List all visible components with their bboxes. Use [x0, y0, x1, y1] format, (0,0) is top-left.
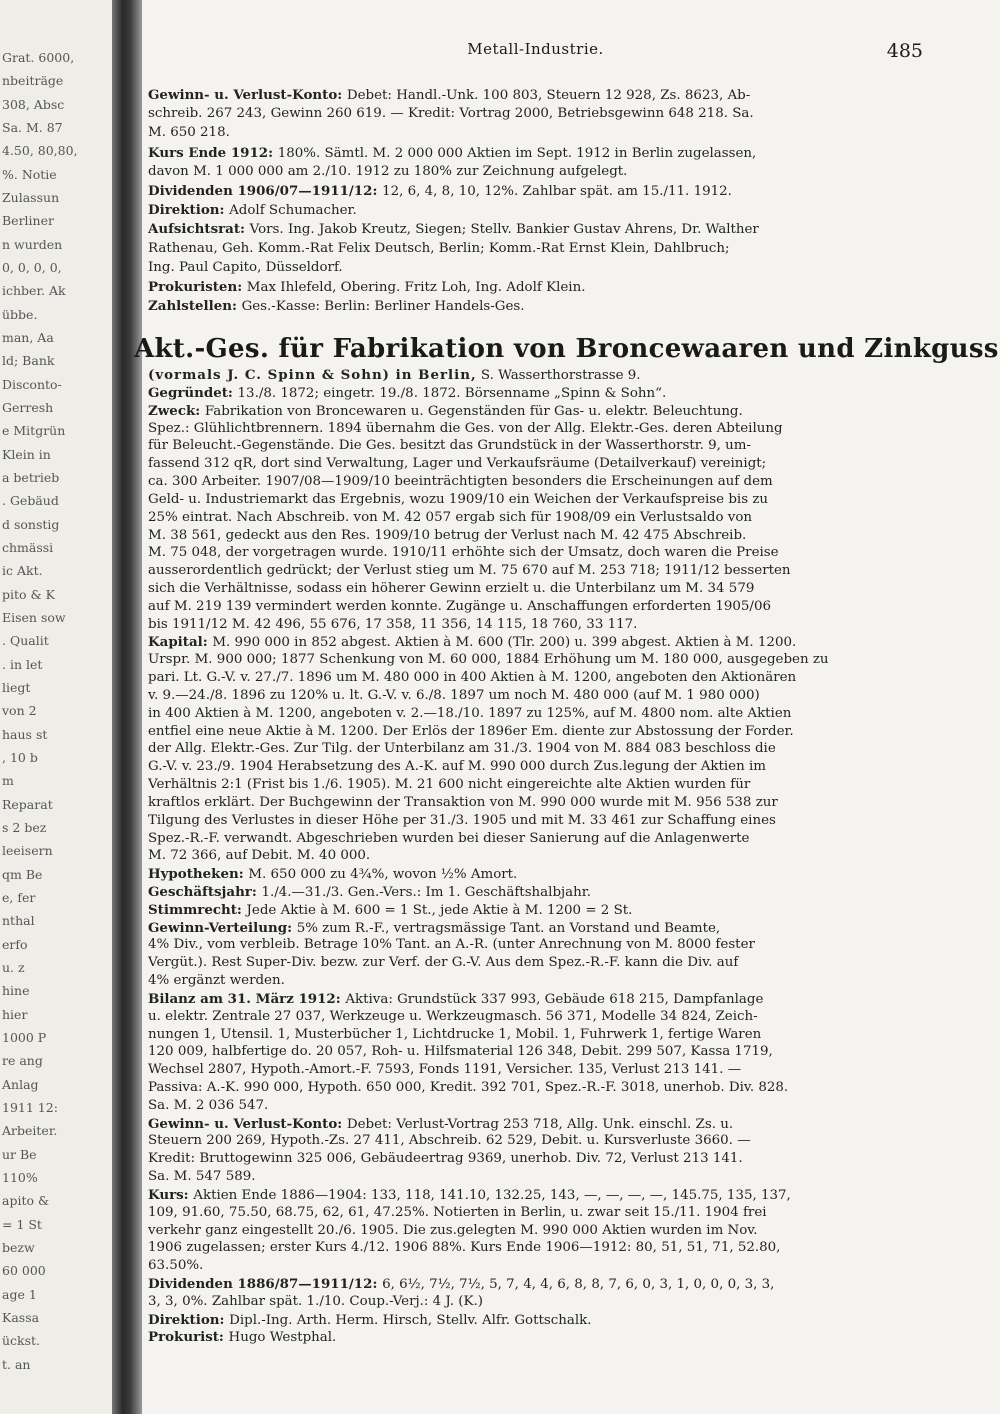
- section-label: Direktion:: [148, 1311, 230, 1328]
- text-line: [148, 1328, 923, 1346]
- section-label: Stimmrecht:: [148, 901, 247, 918]
- section-label: Gewinn- u. Verlust-Konto:: [148, 87, 347, 103]
- line-text: 1./4.—31./3. Gen.-Vers.: Im 1. Geschäftshalbjahr.: [261, 884, 591, 900]
- book-gutter: [112, 0, 142, 1414]
- text-line: [148, 562, 923, 580]
- facing-page-text: t. an: [2, 1356, 31, 1372]
- line-text: Geld- u. Industriemarkt das Ergebnis, wozu 1909/10 ein Weichen der Verkaufspreise bis zu: [148, 491, 769, 507]
- line-text: Max Ihlefeld, Obering. Fritz Loh, Ing. Adolf Klein.: [246, 280, 586, 295]
- facing-page-text: 1000 P: [2, 1030, 47, 1045]
- text-line: [148, 758, 923, 776]
- line-text: Sa. M. 547 589.: [148, 1169, 256, 1185]
- text-line: [148, 1061, 923, 1079]
- line-text: kraftlos erklärt. Der Buchgewinn der Transaktion von M. 990 000 wurde mit M. 956 538 zur: [148, 794, 778, 810]
- line-text: Jede Aktie à M. 600 = 1 St., jede Aktie à M. 1200 = 2 St.: [246, 902, 633, 918]
- facing-page-text: ichber. Ak: [2, 283, 66, 299]
- line-text: davon M. 1 000 000 am 2./10. 1912 zu 180% zur Zeichnung aufgelegt.: [148, 163, 628, 179]
- text-line: [148, 86, 923, 104]
- facing-page-text: chmässi: [2, 540, 54, 555]
- facing-page-text: liegt: [2, 680, 31, 695]
- facing-page-text: nthal: [2, 913, 35, 929]
- line-text: Aktiva: Grundstück 337 993, Gebäude 618 215, Dampfanlage: [345, 991, 764, 1007]
- facing-page-text: qm Be: [2, 866, 43, 882]
- text-line: [148, 491, 923, 509]
- line-text: ausserordentlich gedrückt; der Verlust stieg um M. 75 670 auf M. 253 718; 1911/12 besserten: [148, 563, 791, 579]
- text-line: [148, 776, 923, 794]
- text-line: [148, 1168, 923, 1186]
- line-text: Sa. M. 2 036 547.: [148, 1097, 269, 1113]
- line-text: 6, 6½, 7½, 7½, 5, 7, 4, 4, 6, 8, 8, 7, 6, 0, 3, 1, 0, 0, 0, 3, 3,: [382, 1277, 775, 1292]
- line-text: Spez.: Glühlichtbrennern. 1894 übernahm die Ges. von der Allg. Elektr.-Ges. deren Abteilung: [148, 420, 783, 436]
- line-text: M. 650 000 zu 4¾%, wovon ½% Amort.: [248, 867, 518, 883]
- text-line: [148, 883, 923, 901]
- text-line: [148, 1186, 923, 1204]
- text-line: [148, 384, 923, 402]
- line-text: verkehr ganz eingestellt 20./6. 1905. Die zus.gelegten M. 990 000 Aktien wurden im Nov.: [148, 1222, 758, 1238]
- text-line: [148, 1257, 923, 1275]
- text-line: [148, 278, 923, 296]
- text-line: [148, 919, 923, 937]
- section-label: Kapital:: [148, 634, 213, 651]
- company-prefix: Akt.-: [134, 334, 206, 364]
- line-text: schreib. 267 243, Gewinn 260 619. — Kredit: Vortrag 2000, Betriebsgewinn 648 218. Sa.: [148, 106, 754, 122]
- company-name: Ges. für Fabrikation von Broncewaaren und Zinkguss: [205, 334, 999, 364]
- line-text: M. 990 000 in 852 abgest. Aktien à M. 600 (Tlr. 200) u. 399 abgest. Aktien à M. 1200.: [212, 635, 797, 651]
- section-label: Dividenden 1886/87—1911/12:: [148, 1276, 383, 1292]
- text-line: [148, 124, 923, 142]
- section-label: Kurs:: [148, 1186, 194, 1203]
- text-line: [148, 259, 923, 277]
- text-line: [148, 1204, 923, 1222]
- section-label: Gewinn-Verteilung:: [148, 919, 297, 936]
- text-line: [148, 144, 923, 162]
- facing-page-text: e Mitgrün: [2, 423, 66, 439]
- facing-page-text: ur Be: [2, 1146, 37, 1162]
- text-line: [148, 201, 923, 219]
- page-header-title: Metall-Industrie.: [467, 40, 604, 58]
- line-text: Steuern 200 269, Hypoth.-Zs. 27 411, Abschreib. 62 529, Debit. u. Kursverluste 3660. —: [148, 1133, 751, 1149]
- line-text: Spez.-R.-F. verwandt. Abgeschrieben wurden bei dieser Sanierung auf die Anlagenwerte: [148, 830, 750, 846]
- text-line: [148, 740, 923, 758]
- line-text: 12, 6, 4, 8, 10, 12%. Zahlbar spät. am 15./11. 1912.: [382, 184, 732, 199]
- text-line: [148, 220, 923, 238]
- text-line: [148, 437, 923, 455]
- facing-page-text: Zulassun: [2, 190, 60, 205]
- facing-page-text: erfo: [2, 936, 28, 952]
- line-text: fassend 312 qR, dort sind Verwaltung, Lager und Verkaufsräume (Detailverkauf) vereinigt;: [148, 456, 767, 472]
- text-line: [148, 1239, 923, 1257]
- line-text: ca. 300 Arbeiter. 1907/08—1909/10 beeinträchtigten besonders die Erscheinungen auf dem: [148, 474, 773, 490]
- line-text: Verhältnis 2:1 (Frist bis 1./6. 1905). M. 21 600 nicht eingereichte alte Aktien wurden für: [148, 777, 751, 793]
- line-text: Vors. Ing. Jakob Kreutz, Siegen; Stellv. Bankier Gustav Ahrens, Dr. Walther: [249, 222, 759, 238]
- facing-page-text: u. z: [2, 960, 25, 975]
- section-label: Zweck:: [148, 402, 205, 419]
- line-text: 3, 3, 0%. Zahlbar spät. 1./10. Coup.-Verj.: 4 J. (K.): [148, 1293, 483, 1309]
- text-line: [148, 990, 923, 1008]
- facing-page-text: Sa. M. 87: [2, 120, 63, 135]
- company-heading: [134, 334, 999, 364]
- line-text: Rathenau, Geh. Komm.-Rat Felix Deutsch, Berlin; Komm.-Rat Ernst Klein, Dahlbruch;: [148, 240, 730, 256]
- line-text: entfiel eine neue Aktie à M. 1200. Der Erlös der 1896er Em. diente zur Abstossung der Forder.: [148, 723, 794, 739]
- section-label: Gegründet:: [148, 385, 238, 401]
- facing-page-fragment: [0, 0, 112, 1414]
- line-text: pari. Lt. G.-V. v. 27./7. 1896 um M. 480 000 in 400 Aktien à M. 1200, angeboten den Aktionären: [148, 670, 797, 686]
- facing-page-text: Anlag: [2, 1076, 39, 1092]
- facing-page-text: Reparat: [2, 796, 53, 812]
- line-text: G.-V. v. 23./9. 1904 Herabsetzung des A.-K. auf M. 990 000 durch Zus.legung der Aktien im: [148, 759, 766, 775]
- company-subtitle-bold: (vormals J. C. Spinn & Sohn) in Berlin,: [148, 367, 477, 383]
- page-number: 485: [886, 40, 923, 62]
- facing-page-text: = 1 St: [2, 1216, 42, 1232]
- line-text: 1906 zugelassen; erster Kurs 4./12. 1906 88%. Kurs Ende 1906—1912: 80, 51, 51, 71, 52.80,: [148, 1240, 781, 1256]
- text-line: [148, 972, 923, 990]
- facing-page-text: %. Notie: [2, 166, 57, 182]
- text-line: [148, 544, 923, 562]
- facing-page-text: apito &: [2, 1193, 50, 1209]
- text-line: [148, 1097, 923, 1115]
- text-line: [148, 297, 923, 315]
- line-text: 4% Div., vom verbleib. Betrage 10% Tant. an A.-R. (unter Anrechnung von M. 8000 fester: [148, 937, 755, 953]
- text-line: [148, 1043, 923, 1061]
- text-line: [148, 402, 923, 420]
- text-line: [148, 616, 923, 634]
- section-label: Direktion:: [148, 202, 230, 219]
- line-text: 180%. Sämtl. M. 2 000 000 Aktien im Sept. 1912 in Berlin zugelassen,: [277, 145, 757, 161]
- company-address: S. Wasserthorstrasse 9.: [480, 368, 641, 383]
- section-label: Geschäftsjahr:: [148, 883, 262, 900]
- text-line: [148, 705, 923, 723]
- facing-page-text: von 2: [2, 703, 37, 719]
- line-text: 120 009, halbfertige do. 20 057, Roh- u. Hilfsmaterial 126 348, Debit. 299 507, Kassa 1719,: [148, 1044, 773, 1060]
- facing-page-text: ic Akt.: [2, 563, 43, 579]
- line-text: Vergüt.). Rest Super-Div. bezw. zur Verf. der G.-V. Aus dem Spez.-R.-F. kann die Div. auf: [148, 955, 739, 971]
- line-text: Kredit: Bruttogewinn 325 006, Gebäudeertrag 9369, unerhob. Div. 72, Verlust 213 141.: [148, 1151, 743, 1167]
- text-line: [148, 901, 923, 919]
- text-line: [148, 527, 923, 545]
- line-text: Fabrikation von Broncewaren u. Gegenständen für Gas- u. elektr. Beleuchtung.: [204, 403, 743, 419]
- text-line: [148, 1132, 923, 1150]
- text-line: [148, 794, 923, 812]
- line-text: 109, 91.60, 75.50, 68.75, 62, 61, 47.25%. Notierten in Berlin, u. zwar seit 15./11. 1904 frei: [148, 1204, 767, 1220]
- facing-page-text: leeisern: [2, 843, 53, 859]
- section-label: Zahlstellen:: [148, 298, 242, 315]
- facing-page-text: Klein in: [2, 446, 51, 462]
- line-text: Debet: Handl.-Unk. 100 803, Steuern 12 928, Zs. 8623, Ab-: [346, 88, 751, 103]
- line-text: bis 1911/12 M. 42 496, 55 676, 17 358, 11 356, 14 115, 18 760, 33 117.: [148, 616, 638, 632]
- facing-page-text: Arbeiter.: [2, 1123, 58, 1139]
- facing-page-text: pito & K: [2, 586, 55, 602]
- line-text: u. elektr. Zentrale 27 037, Werkzeuge u. Werkzeugmasch. 56 371, Modelle 34 824, Zeich-: [148, 1008, 758, 1024]
- document-page: [134, 0, 999, 1414]
- line-text: v. 9.—24./8. 1896 zu 120% u. lt. G.-V. v. 6./8. 1897 um noch M. 480 000 (auf M. 1 980 000): [148, 687, 760, 703]
- line-text: M. 72 366, auf Debit. M. 40 000.: [148, 848, 371, 864]
- text-line: [148, 420, 923, 438]
- text-line: [148, 812, 923, 830]
- line-text: in 400 Aktien à M. 1200, angeboten v. 2.—18./10. 1897 zu 125%, auf M. 4800 nom. alte Aktien: [148, 705, 792, 721]
- section-label: Hypotheken:: [148, 866, 249, 883]
- text-line: [148, 633, 923, 651]
- line-text: Adolf Schumacher.: [229, 203, 357, 219]
- text-line: [148, 723, 923, 741]
- text-line: [148, 1293, 923, 1311]
- facing-page-text: übbe.: [2, 306, 38, 322]
- facing-page-text: man, Aa: [2, 330, 54, 345]
- facing-page-text: age 1: [2, 1286, 37, 1302]
- line-text: Passiva: A.-K. 990 000, Hypoth. 650 000, Kredit. 392 701, Spez.-R.-F. 3018, unerhob. Div. 828.: [148, 1079, 789, 1095]
- facing-page-text: . Qualit: [2, 633, 49, 649]
- line-text: Wechsel 2807, Hypoth.-Amort.-F. 7593, Fonds 1191, Versicher. 135, Verlust 213 141. —: [148, 1062, 742, 1078]
- facing-page-text: n wurden: [2, 236, 63, 252]
- section-label: Bilanz am 31. März 1912:: [148, 990, 346, 1007]
- running-header: [148, 40, 923, 64]
- line-text: nungen 1, Utensil. 1, Musterbücher 1, Lichtdrucke 1, Mobil. 1, Fuhrwerk 1, fertige Waren: [148, 1026, 762, 1042]
- text-line: [148, 1008, 923, 1026]
- text-line: [148, 1275, 923, 1293]
- line-text: für Beleucht.-Gegenstände. Die Ges. besitzt das Grundstück in der Wasserthorstr. 9, um-: [148, 438, 752, 454]
- facing-page-text: nbeiträge: [2, 73, 64, 89]
- line-text: Aktien Ende 1886—1904: 133, 118, 141.10, 132.25, 143, —, —, —, —, 145.75, 135, 137,: [193, 1187, 791, 1203]
- text-line: [148, 598, 923, 616]
- text-line: [148, 936, 923, 954]
- facing-page-text: Eisen sow: [2, 610, 66, 625]
- text-line: [148, 1115, 923, 1133]
- facing-page-text: 110%: [2, 1170, 38, 1185]
- line-text: 63.50%.: [148, 1258, 204, 1274]
- text-line: [148, 580, 923, 598]
- facing-page-text: ld; Bank: [2, 353, 55, 369]
- line-text: Hugo Westphal.: [228, 1330, 337, 1346]
- text-line: [148, 669, 923, 687]
- facing-page-text: hine: [2, 983, 30, 999]
- text-line: [148, 509, 923, 527]
- text-line: [148, 687, 923, 705]
- text-line: [148, 847, 923, 865]
- text-line: [148, 105, 923, 123]
- facing-page-text: a betrieb: [2, 470, 60, 485]
- text-line: [148, 473, 923, 491]
- company-subtitle: [148, 366, 923, 384]
- line-text: M. 75 048, der vorgetragen wurde. 1910/11 erhöhte sich der Umsatz, doch waren die Preise: [148, 545, 779, 561]
- line-text: der Allg. Elektr.-Ges. Zur Tilg. der Unterbilanz am 31./3. 1904 von M. 884 083 beschloss die: [148, 741, 776, 757]
- facing-page-text: e, fer: [2, 890, 36, 905]
- facing-page-text: Gerresh: [2, 400, 54, 415]
- line-text: sich die Verhältnisse, sodass ein höherer Gewinn erzielt u. die Unterbilanz um M. 34 579: [148, 581, 755, 597]
- facing-page-text: hier: [2, 1006, 28, 1022]
- section-label: Prokuristen:: [148, 279, 247, 295]
- text-line: [148, 1311, 923, 1329]
- section-label: Gewinn- u. Verlust-Konto:: [148, 1115, 347, 1132]
- facing-page-text: . in let: [2, 656, 43, 672]
- section-label: Kurs Ende 1912:: [148, 144, 278, 161]
- facing-page-text: 4.50, 80,80,: [2, 143, 78, 159]
- facing-page-text: . Gebäud: [2, 493, 59, 509]
- text-line: [148, 455, 923, 473]
- text-line: [148, 1079, 923, 1097]
- line-text: M. 38 561, gedeckt aus den Res. 1909/10 betrug der Verlust nach M. 42 475 Abschreib.: [148, 527, 747, 543]
- text-line: [148, 1222, 923, 1240]
- line-text: M. 650 218.: [148, 125, 230, 141]
- line-text: Ing. Paul Capito, Düsseldorf.: [148, 259, 343, 275]
- facing-page-text: , 10 b: [2, 750, 38, 765]
- section-label: Aufsichtsrat:: [148, 221, 250, 238]
- facing-page-text: Disconto-: [2, 376, 62, 392]
- facing-page-text: m: [2, 773, 14, 789]
- text-line: [148, 1150, 923, 1168]
- text-line: [148, 865, 923, 883]
- text-line: [148, 1026, 923, 1044]
- facing-page-text: re ang: [2, 1053, 43, 1069]
- section-label: Dividenden 1906/07—1911/12:: [148, 183, 383, 199]
- facing-page-text: haus st: [2, 726, 48, 742]
- facing-page-text: Berliner: [2, 213, 54, 229]
- line-text: auf M. 219 139 vermindert werden konnte. Zugänge u. Anschaffungen erforderten 1905/06: [148, 598, 771, 614]
- facing-page-text: 1911 12:: [2, 1100, 58, 1115]
- line-text: Dipl.-Ing. Arth. Herm. Hirsch, Stellv. Alfr. Gottschalk.: [229, 1312, 592, 1328]
- facing-page-text: 308, Absc: [2, 96, 65, 112]
- text-line: [148, 651, 923, 669]
- text-line: [148, 954, 923, 972]
- text-line: [148, 182, 923, 200]
- line-text: Ges.-Kasse: Berlin: Berliner Handels-Ges.: [241, 299, 525, 315]
- text-line: [148, 830, 923, 848]
- section-label: Prokurist:: [148, 1329, 229, 1346]
- line-text: Urspr. M. 900 000; 1877 Schenkung von M. 60 000, 1884 Erhöhung um M. 180 000, ausgegeben zu: [148, 652, 829, 668]
- line-text: 5% zum R.-F., vertragsmässige Tant. an Vorstand und Beamte,: [296, 920, 721, 936]
- facing-page-text: Kassa: [2, 1310, 40, 1325]
- facing-page-text: ückst.: [2, 1333, 41, 1349]
- text-line: [148, 240, 923, 258]
- facing-page-text: s 2 bez: [2, 820, 47, 835]
- facing-page-text: d sonstig: [2, 516, 60, 532]
- line-text: 4% ergänzt werden.: [148, 973, 285, 989]
- facing-page-text: Grat. 6000,: [2, 50, 75, 65]
- line-text: 13./8. 1872; eingetr. 19./8. 1872. Börsenname „Spinn & Sohn“.: [237, 386, 667, 401]
- line-text: 25% eintrat. Nach Abschreib. von M. 42 057 ergab sich für 1908/09 ein Verlustsaldo von: [148, 509, 753, 525]
- facing-page-text: 0, 0, 0, 0,: [2, 260, 62, 275]
- line-text: Tilgung des Verlustes in dieser Höhe per 31./3. 1905 und mit M. 33 461 zur Schaffung eines: [148, 812, 776, 828]
- facing-page-text: 60 000: [2, 1263, 46, 1279]
- facing-page-text: bezw: [2, 1240, 35, 1255]
- line-text: Debet: Verlust-Vortrag 253 718, Allg. Unk. einschl. Zs. u.: [346, 1116, 734, 1132]
- text-line: [148, 163, 923, 181]
